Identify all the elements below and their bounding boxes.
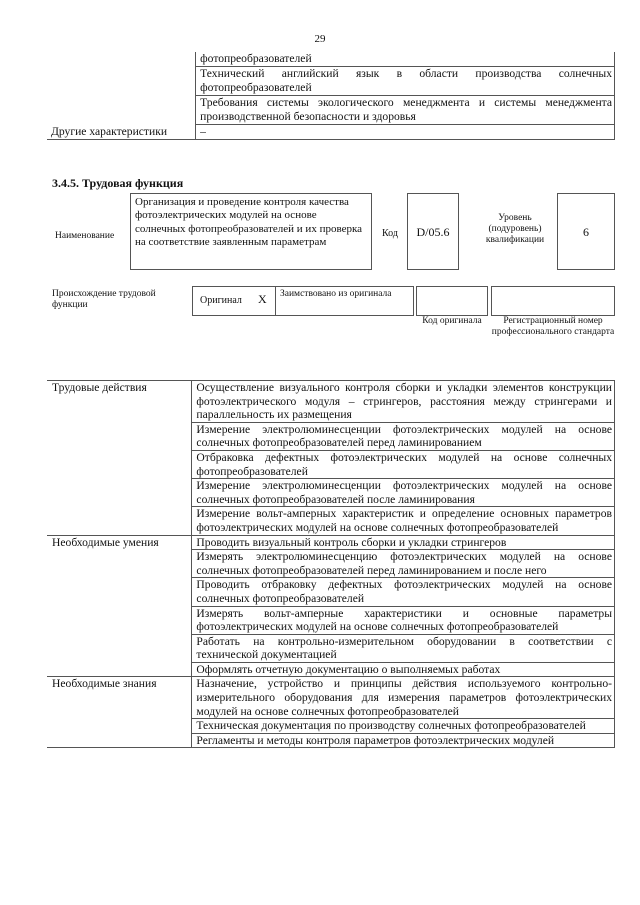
list-item: Измерение электролюминесценции фотоэлектрических модулей на основе солнечных фотопреобразователей перед ламинированием bbox=[192, 422, 615, 450]
list-item: Оформлять отчетную документацию о выполняемых работах bbox=[192, 662, 615, 677]
list-item: Отбраковка дефектных фотоэлектрических модулей на основе солнечных фотопреобразователей bbox=[192, 450, 615, 478]
list-item: Измерять вольт-амперные характеристики и основные параметры фотоэлектрических модулей на основе солнечных фотопреобразователей bbox=[192, 606, 615, 634]
group-label-knowledge: Необходимые знания bbox=[47, 677, 192, 748]
code-value: D/05.6 bbox=[407, 193, 459, 270]
labor-function-table bbox=[47, 380, 615, 748]
group-label-actions: Трудовые действия bbox=[47, 381, 192, 536]
list-item: Проводить визуальный контроль сборки и укладки стрингеров bbox=[192, 535, 615, 550]
row-text: Технический английский язык в области производства солнечных фотопреобразователей bbox=[196, 67, 615, 96]
table-row bbox=[47, 67, 615, 96]
top-table bbox=[47, 52, 615, 140]
list-item: Техническая документация по производству солнечных фотопреобразователей bbox=[192, 719, 615, 734]
list-item: Измерение электролюминесценции фотоэлектрических модулей на основе солнечных фотопреобразователей после ламинирования bbox=[192, 479, 615, 507]
other-characteristics-value: – bbox=[196, 125, 615, 140]
section-heading: 3.4.5. Трудовая функция bbox=[52, 176, 184, 190]
row-text: Требования системы экологического менеджмента и системы менеджмента производственной безопасности и здоровья bbox=[196, 96, 615, 125]
list-item: Работать на контрольно-измерительном оборудовании в соответствии с технической документацией bbox=[192, 634, 615, 662]
code-original-label: Код оригинала bbox=[422, 316, 482, 326]
row-text: фотопреобразователей bbox=[196, 52, 615, 67]
list-item: Измерение вольт-амперных характеристик и определение основных параметров фотоэлектрических модулей на основе солнечных фотопреобразователей bbox=[192, 507, 615, 535]
name-label: Наименование bbox=[55, 231, 115, 241]
reg-number-label: Регистрационный номер профессионального стандарта bbox=[491, 316, 615, 337]
list-item: Осуществление визуального контроля сборки и укладки элементов конструкции фотоэлектрического модуля – стрингеров, расстояния между стрингерами и параллельность их размещения bbox=[192, 381, 615, 423]
reg-number-box bbox=[491, 286, 615, 316]
row-label bbox=[47, 67, 196, 96]
table-row bbox=[47, 535, 615, 550]
list-item: Измерять электролюминесценцию фотоэлектрических модулей на основе солнечных фотопреобразователей перед ламинированием и после него bbox=[192, 550, 615, 578]
list-item: Регламенты и методы контроля параметров фотоэлектрических модулей bbox=[192, 733, 615, 748]
table-row bbox=[47, 52, 615, 67]
level-label: Уровень (подуровень) квалификации bbox=[485, 213, 545, 245]
table-row bbox=[47, 677, 615, 719]
row-label bbox=[47, 52, 196, 67]
origin-label: Происхождение трудовой функции bbox=[52, 289, 156, 310]
table-row bbox=[47, 125, 615, 140]
level-value: 6 bbox=[557, 193, 615, 270]
row-label bbox=[47, 96, 196, 125]
group-label-skills: Необходимые умения bbox=[47, 535, 192, 677]
list-item: Проводить отбраковку дефектных фотоэлектрических модулей на основе солнечных фотопреобразователей bbox=[192, 578, 615, 606]
function-name-value: Организация и проведение контроля качества фотоэлектрических модулей на основе солнечных фотопреобразователей и их проверка на соответствие заявленным параметрам bbox=[130, 193, 372, 270]
table-row bbox=[47, 381, 615, 423]
other-characteristics-label: Другие характеристики bbox=[47, 125, 196, 140]
borrowed-label: Заимствовано из оригинала bbox=[280, 289, 392, 299]
page-number: 29 bbox=[314, 33, 326, 45]
table-row bbox=[47, 96, 615, 125]
list-item: Назначение, устройство и принципы действия используемого контрольно-измерительного оборудования для измерения параметров фотоэлектрических модулей на основе солнечных фотопреобразователей bbox=[192, 677, 615, 719]
origin-divider bbox=[275, 286, 276, 316]
original-label: Оригинал bbox=[200, 295, 242, 306]
code-original-box bbox=[416, 286, 488, 316]
code-label: Код bbox=[382, 228, 398, 239]
original-mark: X bbox=[258, 292, 267, 306]
